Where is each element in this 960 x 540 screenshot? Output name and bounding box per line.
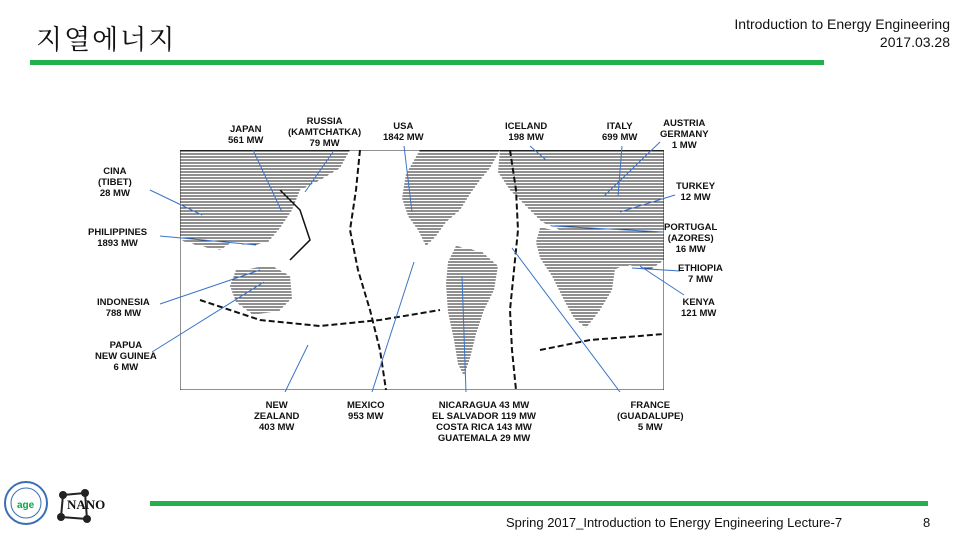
label-portugal: PORTUGAL (AZORES) 16 MW — [664, 222, 718, 255]
arrow-russia — [305, 152, 333, 192]
course-name: Introduction to Energy Engineering — [734, 16, 950, 32]
label-central-america: NICARAGUA 43 MW EL SALVADOR 119 MW COSTA RICA 143 MW GUATEMALA 29 MW — [432, 400, 536, 444]
arrow-france — [512, 248, 620, 392]
label-russia: RUSSIA (KAMTCHATKA) 79 MW — [288, 116, 362, 149]
arrow-centralamerica — [462, 276, 466, 392]
arrow-newzealand — [285, 345, 308, 392]
arrow-mexico — [372, 262, 414, 392]
label-china: CINA (TIBET) 28 MW — [98, 166, 132, 199]
label-iceland: ICELAND 198 MW — [505, 121, 548, 143]
footer-text: Spring 2017_Introduction to Energy Engineering Lecture-7 — [506, 515, 843, 530]
arrow-portugal — [552, 226, 664, 232]
label-mexico: MEXICO 953 MW — [347, 400, 385, 422]
slide-title: 지열에너지 — [36, 25, 177, 56]
lecture-date: 2017.03.28 — [879, 34, 950, 50]
label-philippines: PHILIPPINES 1893 MW — [88, 227, 148, 249]
arrow-china — [150, 190, 202, 215]
arrow-philippines — [160, 236, 256, 245]
arrow-indonesia — [160, 270, 260, 304]
seal-text: age — [17, 500, 35, 511]
arrow-italy — [618, 146, 622, 196]
label-new-zealand: NEW ZEALAND 403 MW — [254, 400, 300, 433]
label-japan: JAPAN 561 MW — [228, 124, 264, 146]
arrow-iceland — [530, 146, 546, 160]
footer-divider — [150, 501, 928, 506]
arrow-austria — [604, 142, 660, 196]
label-papua: PAPUA NEW GUINEA 6 MW — [95, 340, 157, 373]
university-seal-logo — [3, 480, 49, 526]
arrow-papua — [152, 282, 264, 352]
label-ethiopia: ETHIOPIA 7 MW — [678, 263, 723, 285]
arrow-turkey — [620, 195, 675, 212]
label-indonesia: INDONESIA 788 MW — [97, 297, 150, 319]
page-number: 8 — [923, 515, 931, 530]
label-france: FRANCE (GUADALUPE) 5 MW — [617, 400, 684, 433]
label-austria-germany: AUSTRIA GERMANY 1 MW — [660, 118, 709, 151]
label-kenya: KENYA 121 MW — [681, 297, 717, 319]
nano-lab-logo — [55, 487, 147, 525]
arrow-usa — [404, 146, 412, 212]
arrow-ethiopia — [632, 268, 680, 271]
label-italy: ITALY 699 MW — [602, 121, 638, 143]
label-usa: USA 1842 MW — [383, 121, 424, 143]
nano-text: NANO — [67, 497, 106, 512]
arrow-japan — [253, 150, 282, 212]
label-turkey: TURKEY 12 MW — [676, 181, 716, 203]
